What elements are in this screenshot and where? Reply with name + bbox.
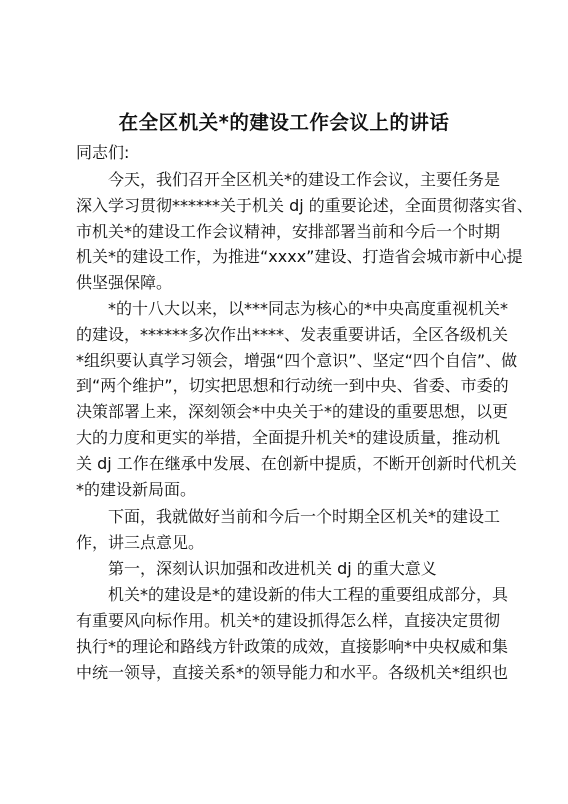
greeting: 同志们: [76,143,130,162]
paragraph-4-line-4: 中统一领导，直接关系*的领导能力和水平。各级机关*组织也 [76,663,509,682]
paragraph-1-line-4: 机关*的建设工作，为推进“xxxx”建设、打造省会城市新中心提 [76,247,523,266]
paragraph-2-line-7: 关 dj 工作在继承中发展、在创新中提质，不断开创新时代机关 [76,454,517,473]
paragraph-1-line-5: 供坚强保障。 [76,273,173,292]
paragraph-2-line-8: *的建设新局面。 [76,480,197,499]
paragraph-4-line-2: 有重要风向标作用。机关*的建设抓得怎么样，直接决定贯彻 [76,611,501,630]
paragraph-1-line-2: 深入学习贯彻******关于机关 dj 的重要论述，全面贯彻落实省、 [76,196,533,215]
paragraph-2-line-6: 大的力度和更实的举措，全面提升机关*的建设质量，推动机 [76,428,501,447]
paragraph-1-line-3: 市机关*的建设工作会议精神，安排部署当前和今后一个时期 [76,222,501,241]
paragraph-2-line-2: 的建设，******多次作出****、发表重要讲话，全区各级机关 [76,325,509,344]
paragraph-2-line-1: *的十八大以来，以***同志为核心的*中央高度重视机关* [108,299,509,318]
paragraph-4-line-1: 机关*的建设是*的建设新的伟大工程的重要组成部分，具 [108,585,509,604]
section-heading-1: 第一，深刻认识加强和改进机关 dj 的重大意义 [108,559,437,578]
document-title: 在全区机关*的建设工作会议上的讲话 [118,111,450,134]
paragraph-2-line-4: 到“两个维护”，切实把思想和行动统一到中央、省委、市委的 [76,376,509,395]
paragraph-1-line-1: 今天，我们召开全区机关*的建设工作会议，主要任务是 [108,170,501,189]
paragraph-4-line-3: 执行*的理论和路线方针政策的成效，直接影响*中央权威和集 [76,637,509,656]
paragraph-2-line-3: *组织要认真学习领会，增强“四个意识”、坚定“四个自信”、做 [76,351,518,370]
paragraph-2-line-5: 决策部署上来，深刻领会*中央关于*的建设的重要思想，以更 [76,402,509,421]
paragraph-3-line-2: 作，讲三点意见。 [76,533,205,552]
paragraph-3-line-1: 下面，我就做好当前和今后一个时期全区机关*的建设工 [108,507,501,526]
